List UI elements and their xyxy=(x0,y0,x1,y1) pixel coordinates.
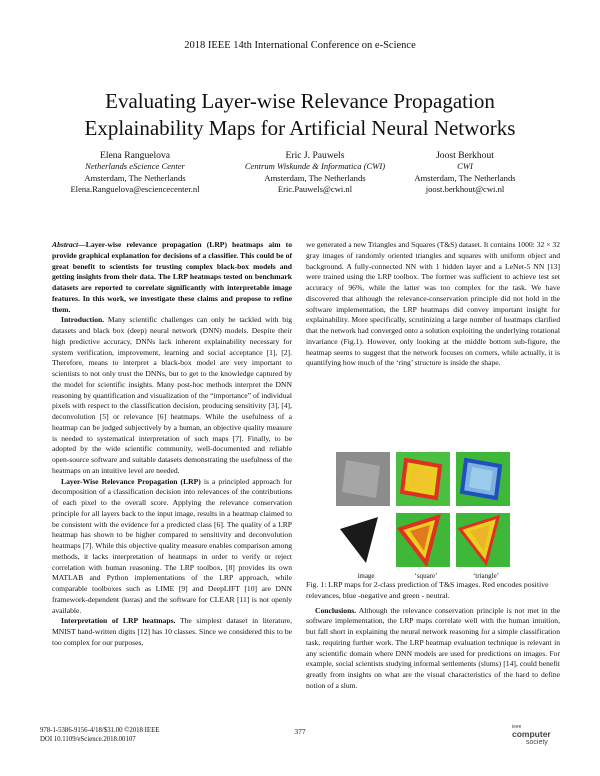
author-block-1 xyxy=(40,150,230,196)
conclusions-text: Although the relevance conservation principle is not met in the software implementation, the LRP maps correlate well with the human intuition, but fall short in explaining the neural network reasoning for a simple classification task, requiring further work. The LRP heatmap evaluation technique is relevant in any scientific domain where DNN models are used for predictions on images. For example, social scientists studying informal settlements (slums) [14], could benefit greatly from insights on what are the visual characteristics of the hard to define notion of a slum. xyxy=(306,605,560,690)
triangle-input-image xyxy=(336,513,390,567)
author-affiliation: CWI xyxy=(457,161,473,172)
figure-labels xyxy=(336,572,560,580)
author-name: Joost Berkhout xyxy=(436,150,494,161)
right-column-text: we generated a new Triangles and Squares (T&S) dataset. It contains 1000: 32 × 32 gray images of randomly oriented triangles and squares with uniform object and background. A fully-connected NN with 1 hidden layer and a LeNet-5 NN [13] were trained using the LRP toolbox. The former was sufficient to achieve test set accuracy of 96%, while the latter was too complex for the task. We have discovered that although the relevance-conservation principle did not hold in the software implementation, the LRP heatmaps did convey important insight for explainability. More specifically, scrutinizing a large number of heatmaps clarified that the network had converged onto a solution exploiting the underlying rotational invariance (Fig.1). However, only looking at the middle bottom sub-figure, the heatmap seems to suggest that the network focuses on corners, while actually, it is quantifying how much of the ‘ring’ structure is inside the shape. xyxy=(306,240,560,368)
triangle-heatmap-triangle-class xyxy=(456,513,510,567)
page-number: 377 xyxy=(294,727,306,736)
logo-main: computer xyxy=(512,729,551,739)
logo-top: ieee xyxy=(512,724,522,730)
left-column xyxy=(52,240,292,649)
figure-1 xyxy=(306,452,560,580)
footer-isbn: 978-1-5386-9156-4/18/$31.00 ©2018 IEEE xyxy=(40,727,160,734)
author-email: Eric.Pauwels@cwi.nl xyxy=(277,184,353,195)
abstract xyxy=(52,240,292,315)
interp-paragraph xyxy=(52,616,292,648)
lrp-heading: Layer-Wise Relevance Propagation (LRP) xyxy=(61,476,201,486)
author-city: Amsterdam, The Netherlands xyxy=(264,172,366,183)
intro-heading: Introduction. xyxy=(61,315,105,325)
figure-caption-and-conclusions xyxy=(306,580,560,692)
interp-text: The simplest dataset in literature, MNIST hand-written digits [12] has 10 classes. Since we considered this to be too complex for our purposes, xyxy=(52,616,292,647)
abstract-label: Abstract xyxy=(52,240,79,249)
label-triangle: ‘triangle’ xyxy=(472,572,500,580)
lrp-text: is a principled approach for decomposition of a classification decision into relevances of the contributions of each pixel to the overall score. Applying the relevance conservation principle for all layers back to the input image, results in a heatmap claimed to be consistent with the evidence for a predicted class [6]. The quality of a LRP heatmap has shown to be higher compared to sensitivity and deconvolution heatmaps [7]. While this objective quality measure enables comparison among methods, it lacks interpretation of heatmaps in order to verify or reject correlation with human reasoning. The LRP toolbox, [8] provides its own MATLAB and Python implementations of the LRP approach, while comparable toolboxes such as LIME [9] and DeepLIFT [10] are DNN framework-dependent (keras) and the software for CLEAR [11] is not openly available. xyxy=(52,476,292,615)
figure-caption: Fig. 1: LRP maps for 2-class prediction of T&S images. Red encodes positive relevances, blue -negative and green - neutral. xyxy=(306,580,549,600)
footer-doi: DOI 10.1109/eScience.2018.00107 xyxy=(40,735,136,743)
author-email: Elena.Ranguelova@esciencecenter.nl xyxy=(70,184,200,195)
right-column xyxy=(306,240,560,369)
intro-text: Many scientific challenges can only be tackled with big datasets and black box (deep) neural network (DNN) models. Despite their high predictive accuracy, DNNs lack inherent explainability necessary for system verification, improvement, learning and social acceptance [1], [2]. Therefore, means to interpret a black-box model are very important to scientists to not only trust the DNNs, but to get to the knowledge captured by the model for scientific insights. Many post-hoc methods interpret the DNN reasoning by quantification and visualization of the “importance” of individual pixels with respect to the classification decision, producing sensitivity [3], [4], deconvolution [5] or relevance [6] heatmaps. While the usefulness of a heatmap can be judged subjectively by a human, an objective quality measure is needed to systematical interpretation of such maps [7]. Finally, to be adopted by the wide scientific community, well-documented and reliable open-source software and suitable datasets demonstrating the usefulness of the heatmaps on an intuitive level are needed. xyxy=(52,315,292,475)
computer-society-logo xyxy=(512,724,562,746)
author-name: Elena Ranguelova xyxy=(99,150,171,161)
author-block-3 xyxy=(370,150,560,196)
interp-heading: Interpretation of LRP heatmaps. xyxy=(61,616,176,626)
triangle-heatmap-square-class xyxy=(396,513,450,567)
conclusions-paragraph xyxy=(306,606,560,692)
label-image: image xyxy=(357,572,375,580)
paper-title xyxy=(40,88,560,142)
author-city: Amsterdam, The Netherlands xyxy=(84,172,186,183)
author-name: Eric J. Pauwels xyxy=(285,150,345,161)
intro-paragraph xyxy=(52,315,292,476)
lrp-paragraph xyxy=(52,477,292,617)
square-heatmap-square-class xyxy=(396,452,450,506)
author-city: Amsterdam, The Netherlands xyxy=(414,172,516,183)
conference-header: 2018 IEEE 14th International Conference on e-Science xyxy=(184,40,416,51)
title-line-1: Evaluating Layer-wise Relevance Propagation xyxy=(105,89,495,113)
author-affiliation: Centrum Wiskunde & Informatica (CWI) xyxy=(244,161,386,172)
logo-bottom: society xyxy=(526,739,548,746)
conclusions-heading: Conclusions. xyxy=(315,605,357,615)
author-email: joost.berkhout@cwi.nl xyxy=(425,184,505,195)
label-square: ‘square’ xyxy=(414,572,438,580)
title-line-2: Explainability Maps for Artificial Neural Networks xyxy=(84,116,516,140)
figure-row-square xyxy=(336,452,560,506)
author-affiliation: Netherlands eScience Center xyxy=(85,161,185,172)
square-input-image xyxy=(336,452,390,506)
abstract-text: —Layer-wise relevance propagation (LRP) heatmaps aim to provide graphical explanation for decisions of a classifier. This could be of great benefit to scientists for trusting complex black-box models and getting insights from their data. The LRP heatmaps tested on benchmark datasets are reported to correlate significantly with interpretable image features. In this work, we investigate these claims and propose to refine them. xyxy=(52,240,292,314)
square-heatmap-triangle-class xyxy=(456,452,510,506)
figure-row-triangle xyxy=(336,513,560,567)
